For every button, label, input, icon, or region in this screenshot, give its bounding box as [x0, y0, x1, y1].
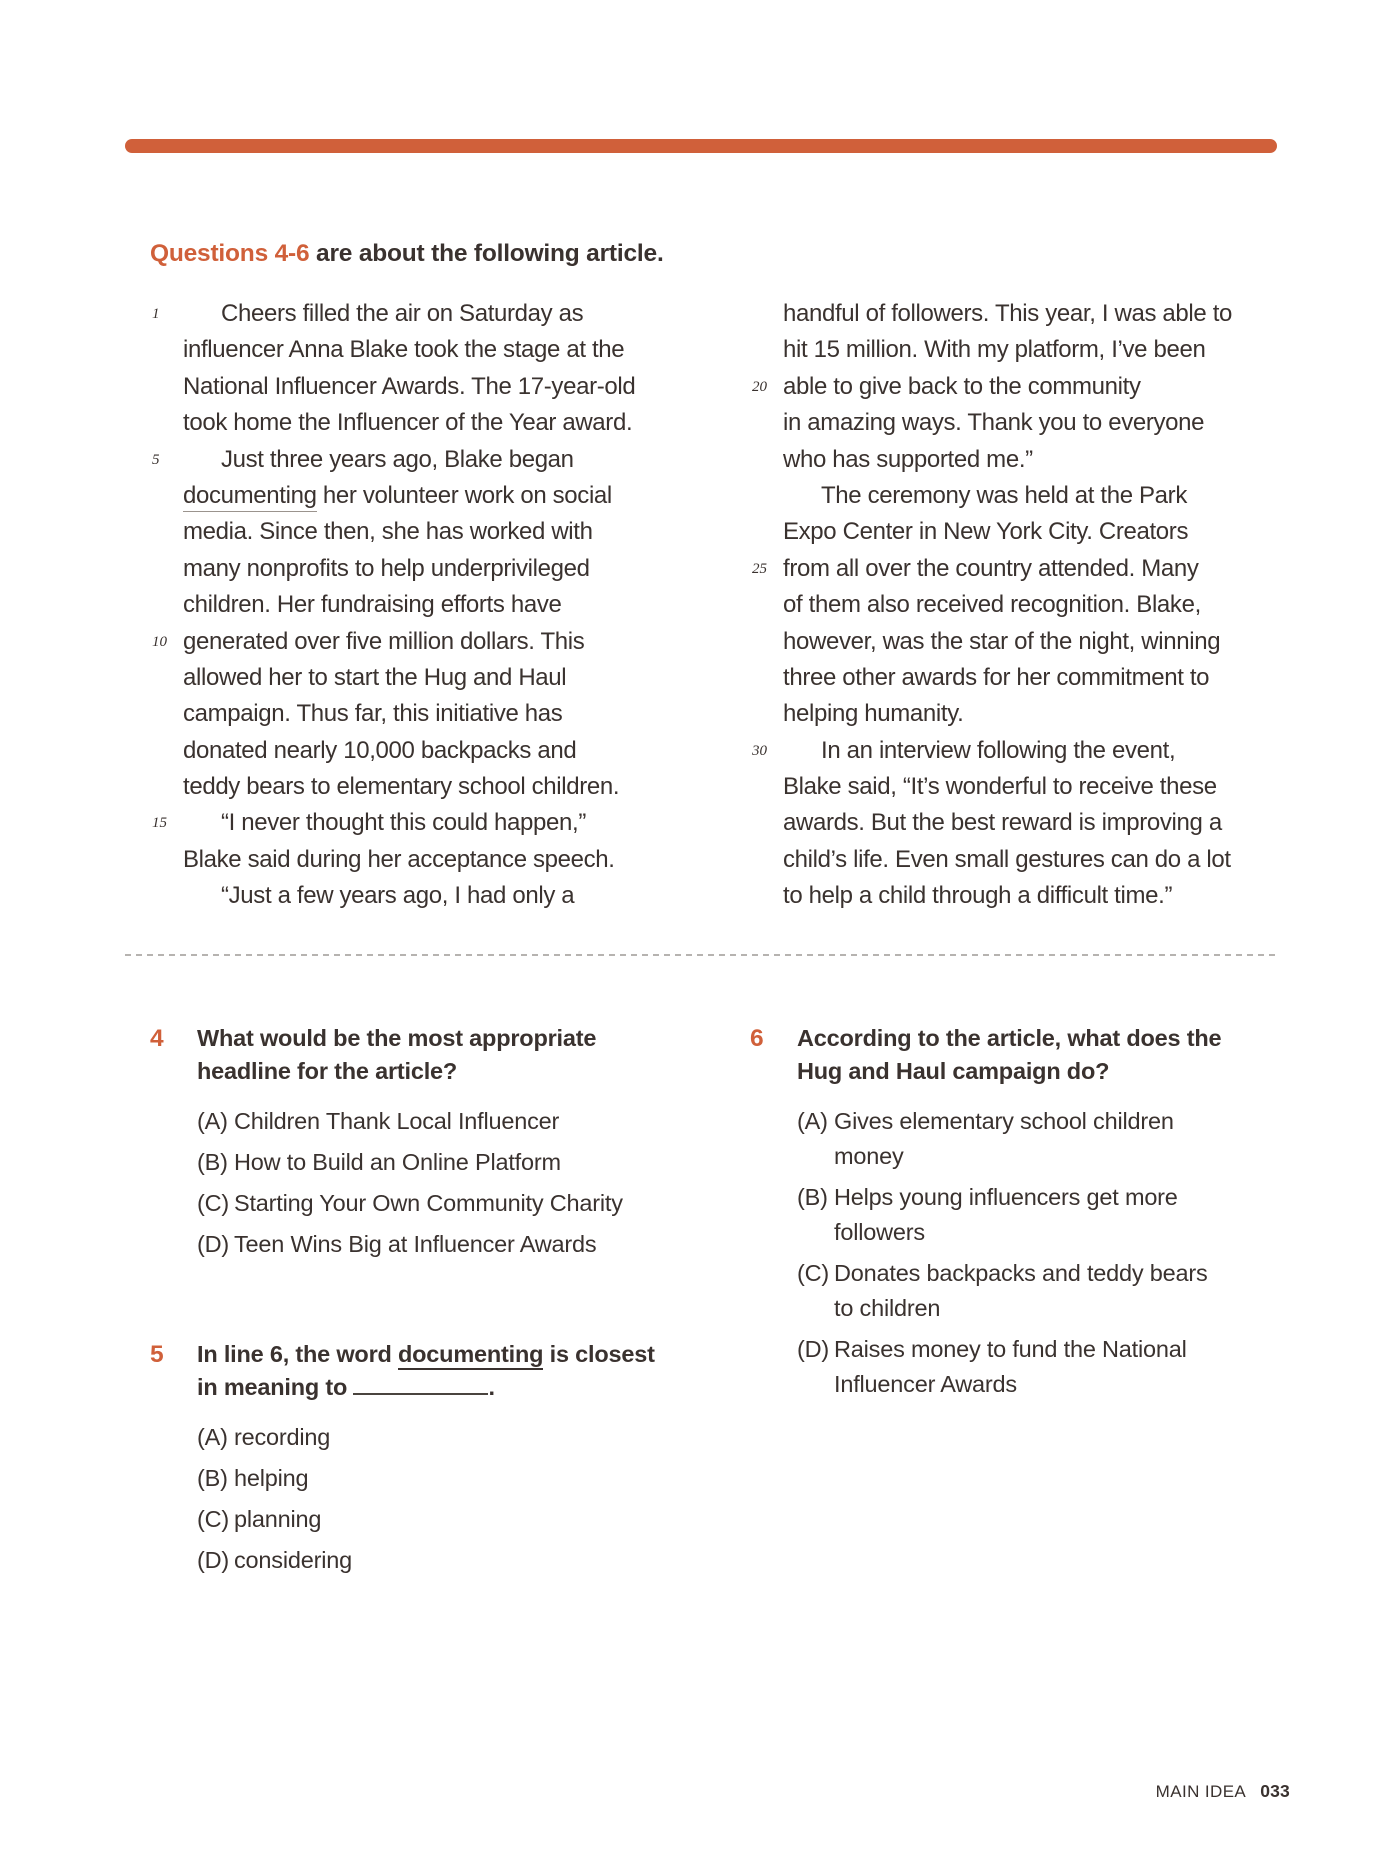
article-line [150, 842, 710, 878]
question-text-line [797, 1022, 1337, 1055]
option-text [234, 1502, 321, 1537]
article-line [750, 296, 1310, 332]
option [797, 1180, 1337, 1250]
article-line [150, 369, 710, 405]
question-4 [150, 1022, 717, 1268]
option-text-line: Raises money to fund the National [834, 1336, 1187, 1362]
article-text: many nonprofits to help underprivileged [183, 554, 590, 582]
option-text-line: planning [234, 1506, 322, 1532]
question-text-line [197, 1022, 717, 1055]
heading-question-range: Questions 4-6 [150, 240, 310, 267]
underlined-word: documenting [183, 482, 317, 512]
article-line [750, 442, 1310, 478]
option [797, 1332, 1337, 1402]
footer-section-label: MAIN IDEA [1155, 1782, 1247, 1801]
option-text-line: to children [834, 1295, 941, 1321]
question-text-segment: is closest [543, 1341, 655, 1367]
article-text: donated nearly 10,000 backpacks and [183, 736, 577, 764]
option [197, 1186, 717, 1221]
article-text: of them also received recognition. Blake, [783, 591, 1201, 619]
article-line [150, 442, 710, 478]
line-number: 20 [752, 378, 767, 395]
article-text: National Influencer Awards. The 17-year-old [183, 372, 636, 400]
option-label: (B) [797, 1184, 828, 1210]
article-text: The ceremony was held at the Park [821, 481, 1187, 509]
article-text: who has supported me.” [783, 445, 1033, 473]
article-line [150, 478, 710, 514]
article-text: handful of followers. This year, I was able to [783, 300, 1233, 327]
question-text-line [197, 1055, 717, 1088]
option-text-line: followers [834, 1219, 925, 1245]
question-text-segment: In line 6, the word [197, 1341, 398, 1367]
option [197, 1543, 717, 1578]
option [197, 1461, 717, 1496]
question-6 [750, 1022, 1337, 1408]
questions-divider [125, 954, 1277, 956]
question-text [797, 1022, 1337, 1088]
article-text: to help a child through a difficult time.” [783, 882, 1173, 910]
article-line [150, 551, 710, 587]
article-line [750, 514, 1310, 550]
article-line [750, 624, 1310, 660]
article-text: influencer Anna Blake took the stage at the [183, 336, 625, 364]
article-column-right [750, 296, 1310, 915]
question-text-segment: What would be the most appropriate [197, 1025, 597, 1051]
article-text: Cheers filled the air on Saturday as [221, 300, 584, 327]
option-text [834, 1180, 1178, 1250]
question-number: 5 [150, 1341, 164, 1368]
section-heading [150, 240, 664, 268]
option-label: (A) [797, 1108, 828, 1134]
options-list [797, 1104, 1337, 1402]
option-text [234, 1104, 559, 1139]
line-number: 30 [752, 742, 767, 759]
question-text [197, 1338, 717, 1404]
option-text [234, 1227, 596, 1262]
option [197, 1420, 717, 1455]
option [197, 1502, 717, 1537]
question-text-line [197, 1338, 717, 1371]
question-text-segment: According to the article, what does the [797, 1025, 1222, 1051]
options-list [197, 1420, 717, 1578]
option-text-line: Teen Wins Big at Influencer Awards [234, 1231, 597, 1257]
article-text: allowed her to start the Hug and Haul [183, 663, 567, 691]
article-text: Blake said during her acceptance speech. [183, 845, 615, 873]
question-number: 6 [750, 1025, 764, 1052]
line-number: 25 [752, 560, 767, 577]
article-line [750, 769, 1310, 805]
option-label: (B) [197, 1465, 228, 1491]
option-label: (C) [197, 1190, 230, 1216]
article-text: three other awards for her commitment to [783, 663, 1210, 691]
line-number: 5 [152, 451, 160, 468]
article-line [150, 769, 710, 805]
option-label: (D) [197, 1231, 230, 1257]
option [197, 1104, 717, 1139]
article-line [750, 551, 1310, 587]
article-text: however, was the star of the night, winning [783, 627, 1221, 655]
article-line [150, 332, 710, 368]
article-line [750, 405, 1310, 441]
option-text-line: Helps young influencers get more [834, 1184, 1178, 1210]
option-text-line: Influencer Awards [834, 1371, 1017, 1397]
article-line [750, 478, 1310, 514]
article-text: “I never thought this could happen,” [221, 809, 586, 837]
article-text: able to give back to the community [783, 372, 1141, 400]
article-text: from all over the country attended. Many [783, 554, 1199, 582]
article-text: Blake said, “It’s wonderful to receive these [783, 773, 1217, 801]
article-text: “Just a few years ago, I had only a [221, 882, 575, 910]
article-text: media. Since then, she has worked with [183, 518, 593, 546]
option [797, 1104, 1337, 1174]
option-label: (A) [197, 1108, 228, 1134]
article-line [750, 369, 1310, 405]
option-text [834, 1256, 1208, 1326]
article-line [150, 587, 710, 623]
article-text: child’s life. Even small gestures can do a lot [783, 845, 1231, 873]
article-line [150, 624, 710, 660]
article-text: teddy bears to elementary school children. [183, 773, 620, 801]
line-number: 15 [152, 815, 167, 832]
article-line [150, 878, 710, 914]
option [797, 1256, 1337, 1326]
question-number: 4 [150, 1025, 164, 1052]
option-text-line: Children Thank Local Influencer [234, 1108, 560, 1134]
article-text: helping humanity. [783, 700, 964, 728]
option-text [234, 1543, 352, 1578]
option-text [234, 1145, 561, 1180]
option-text [834, 1332, 1187, 1402]
question-text-segment: Hug and Haul campaign do? [797, 1058, 1110, 1084]
question-text-segment: in meaning to [197, 1374, 354, 1400]
article-line [750, 660, 1310, 696]
option-text-line: Donates backpacks and teddy bears [834, 1260, 1208, 1286]
article-text: In an interview following the event, [821, 736, 1176, 764]
question-5 [150, 1338, 717, 1584]
article-line [150, 733, 710, 769]
article-text: children. Her fundraising efforts have [183, 591, 562, 619]
option-label: (D) [797, 1336, 830, 1362]
line-number: 1 [152, 306, 160, 322]
article-line [750, 805, 1310, 841]
page-footer [1156, 1781, 1290, 1802]
article-text: generated over five million dollars. This [183, 627, 585, 655]
option-text-line: Starting Your Own Community Charity [234, 1190, 623, 1216]
article-line [750, 587, 1310, 623]
option-text [234, 1420, 330, 1455]
option-label: (C) [197, 1506, 230, 1532]
article-text: campaign. Thus far, this initiative has [183, 700, 563, 728]
article-line [150, 405, 710, 441]
option-text-line: How to Build an Online Platform [234, 1149, 561, 1175]
article-line [150, 696, 710, 732]
top-accent-bar [125, 139, 1277, 153]
option-text [834, 1104, 1174, 1174]
option-text-line: money [834, 1143, 904, 1169]
option-text [234, 1461, 308, 1496]
options-list [197, 1104, 717, 1262]
answer-blank [353, 1373, 488, 1395]
article-text: Expo Center in New York City. Creators [783, 518, 1189, 546]
article-text: hit 15 million. With my platform, I’ve been [783, 336, 1206, 364]
question-text-segment: . [488, 1374, 495, 1400]
article-line [150, 805, 710, 841]
option [197, 1227, 717, 1262]
footer-page-number: 033 [1260, 1781, 1290, 1801]
article-line [750, 878, 1310, 914]
heading-rest: are about the following article. [309, 240, 664, 267]
article-line [150, 514, 710, 550]
article-line [750, 332, 1310, 368]
option-label: (C) [797, 1260, 830, 1286]
article-text: in amazing ways. Thank you to everyone [783, 409, 1205, 437]
option-label: (D) [197, 1547, 230, 1573]
question-text-line [797, 1055, 1337, 1088]
article-column-left [150, 296, 710, 915]
article-text: awards. But the best reward is improving a [783, 809, 1222, 837]
option-text-line: considering [234, 1547, 352, 1573]
option-label: (B) [197, 1149, 228, 1175]
option-text-line: recording [234, 1424, 331, 1450]
line-number: 10 [152, 633, 167, 650]
article-text: her volunteer work on social [316, 481, 612, 509]
option-text-line: helping [234, 1465, 309, 1491]
question-text-segment: headline for the article? [197, 1058, 458, 1084]
option [197, 1145, 717, 1180]
article-text: took home the Influencer of the Year award. [183, 409, 633, 437]
article-line [750, 733, 1310, 769]
question-text [197, 1022, 717, 1088]
option-text [234, 1186, 623, 1221]
option-text-line: Gives elementary school children [834, 1108, 1174, 1134]
article-line [750, 842, 1310, 878]
article-line [750, 696, 1310, 732]
article-line [150, 296, 710, 332]
article-line [150, 660, 710, 696]
underlined-word: documenting [398, 1341, 543, 1370]
article-text: Just three years ago, Blake began [221, 445, 574, 473]
option-label: (A) [197, 1424, 228, 1450]
question-text-line [197, 1371, 717, 1404]
